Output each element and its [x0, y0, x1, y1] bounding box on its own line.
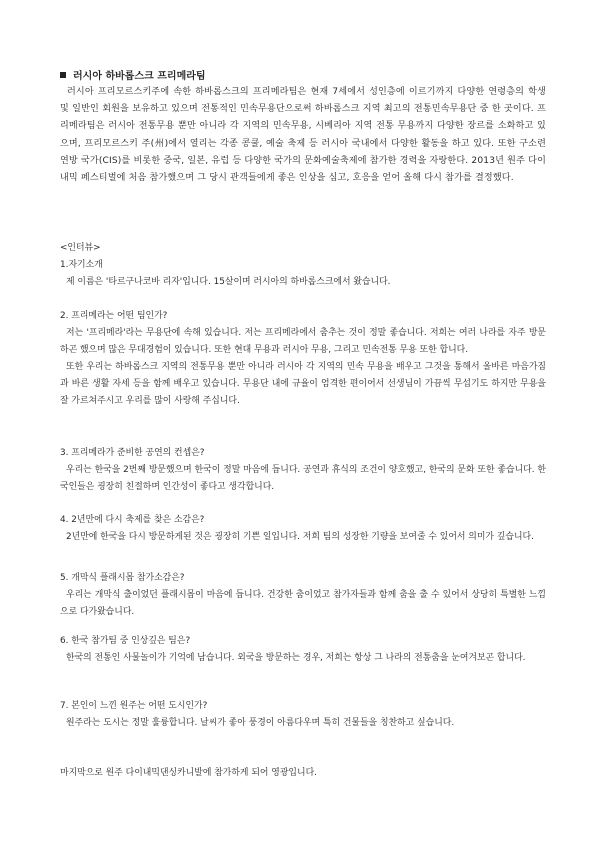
answer: 우리는 한국을 2번째 방문했으며 한국이 정말 마음에 듭니다. 공연과 휴식의 조건이 양호했고, 한국의 문화 또한 좋습니다. 한국인들은 굉장히 친절하며 인간성이 좋다고 생각합니다. [60, 465, 546, 492]
question: 6. 한국 참가팀 중 인상깊은 팀은? [60, 636, 191, 646]
qa-item-1 [60, 257, 546, 291]
interview-heading-text: <인터뷰> [60, 243, 101, 253]
question: 7. 본인이 느낀 원주는 어떤 도시인가? [60, 701, 208, 711]
qa-item-3 [60, 445, 546, 496]
qa-item-7 [60, 698, 546, 732]
interview-heading [60, 240, 546, 257]
answer: 우리는 개막식 출이었던 플래시몹이 마음에 듭니다. 건강한 춤이었고 참가자들과 함께 춤을 출 수 있어서 상당히 특별한 느낌으로 다가왔습니다. [60, 590, 546, 617]
intro-text: 러시아 프리모르스키주에 속한 하바롭스크의 프리메라팀은 현재 7세에서 성인층에 이르기까지 다양한 연령층의 학생 및 일반인 회원을 보유하고 있으며 전통적인 민속무용단으로써 하바롭스크 지역 최고의 전통민속무용단 중 한 곳이다. 프리메라팀은 러시아 전통무용 뿐만 아니라 각 지역의 민속무용, 시베리아 지역 전통 무용까지 다양한 장르를 소화하고 있으며, 프리모르스키 주(州)에서 열리는 각종 콩쿨, 예술 축제 등 러시아 국내에서 다양한 활동을 하고 있다. 또한 구소련 연방 국가(CIS)를 비롯한 중국, 일본, 유럽 등 다양한 국가의 문화예술축제에 참가한 경력을 자랑한다. 2013년 원주 다이내믹 페스티벌에 처음 참가했으며 그 당시 관객들에게 좋은 인상을 심고, 호응을 얻어 올해 다시 참가를 결정했다. [60, 87, 546, 184]
qa-item-5 [60, 570, 546, 621]
answer: 한국의 전통인 사물놀이가 기억에 남습니다. 외국을 방문하는 경우, 저희는 항상 그 나라의 전통춤을 눈여겨보곤 합니다. [66, 653, 526, 663]
answer: 제 이름은 '타르구나코바 리자'입니다. 15살이며 러시아의 하바롭스크에서 왔습니다. [66, 277, 391, 287]
qa-item-4 [60, 512, 546, 546]
section-title [60, 67, 206, 82]
intro-paragraph [60, 84, 546, 187]
question: 4. 2년만에 다시 축제를 찾은 소감은? [60, 515, 205, 525]
qa-item-6 [60, 633, 546, 667]
answer: 원주라는 도시는 정말 훌륭합니다. 날씨가 좋아 풍경이 아름다우며 특히 건물들을 칭찬하고 싶습니다. [66, 718, 455, 728]
answer: 또한 우리는 하바롭스크 지역의 전통무용 뿐만 아니라 러시아 각 지역의 민속 무용을 배우고 그것을 통해서 올바른 마음가짐과 바른 생활 자세 등을 함께 배우고 있습니다. 무용단 내에 규율이 엄격한 편이어서 선생님이 가끔씩 무섭기도 하지만 무용을 잘 가르쳐주시고 우리를 많이 사랑해 주십니다. [60, 362, 546, 406]
qa-item-2 [60, 308, 546, 410]
closing-remark [60, 765, 546, 782]
title-text: 러시아 하바롭스크 프리메라팀 [73, 71, 206, 82]
answer: 저는 '프리메라'라는 무용단에 속해 있습니다. 저는 프리메라에서 춤추는 것이 정말 좋습니다. 저희는 여러 나라를 자주 방문하곤 했으며 많은 무대경험이 있습니다. 또한 현대 무용과 러시아 무용, 그리고 민속전통 무용 또한 합니다. [60, 328, 546, 355]
question: 1.자기소개 [60, 260, 103, 270]
question: 5. 개막식 플래시몹 참가소감은? [60, 573, 185, 583]
answer: 2년만에 한국을 다시 방문하게된 것은 굉장히 기쁜 일입니다. 저희 팀의 성장한 기량을 보여줄 수 있어서 의미가 깊습니다. [66, 532, 534, 542]
closing-text: 마지막으로 원주 다이내믹댄싱카니발에 참가하게 되어 영광입니다. [60, 768, 317, 778]
bullet-square-icon [60, 72, 66, 78]
question: 2. 프리메라는 어떤 팀인가? [60, 311, 168, 321]
question: 3. 프리메라가 준비한 공연의 컨셉은? [60, 448, 205, 458]
